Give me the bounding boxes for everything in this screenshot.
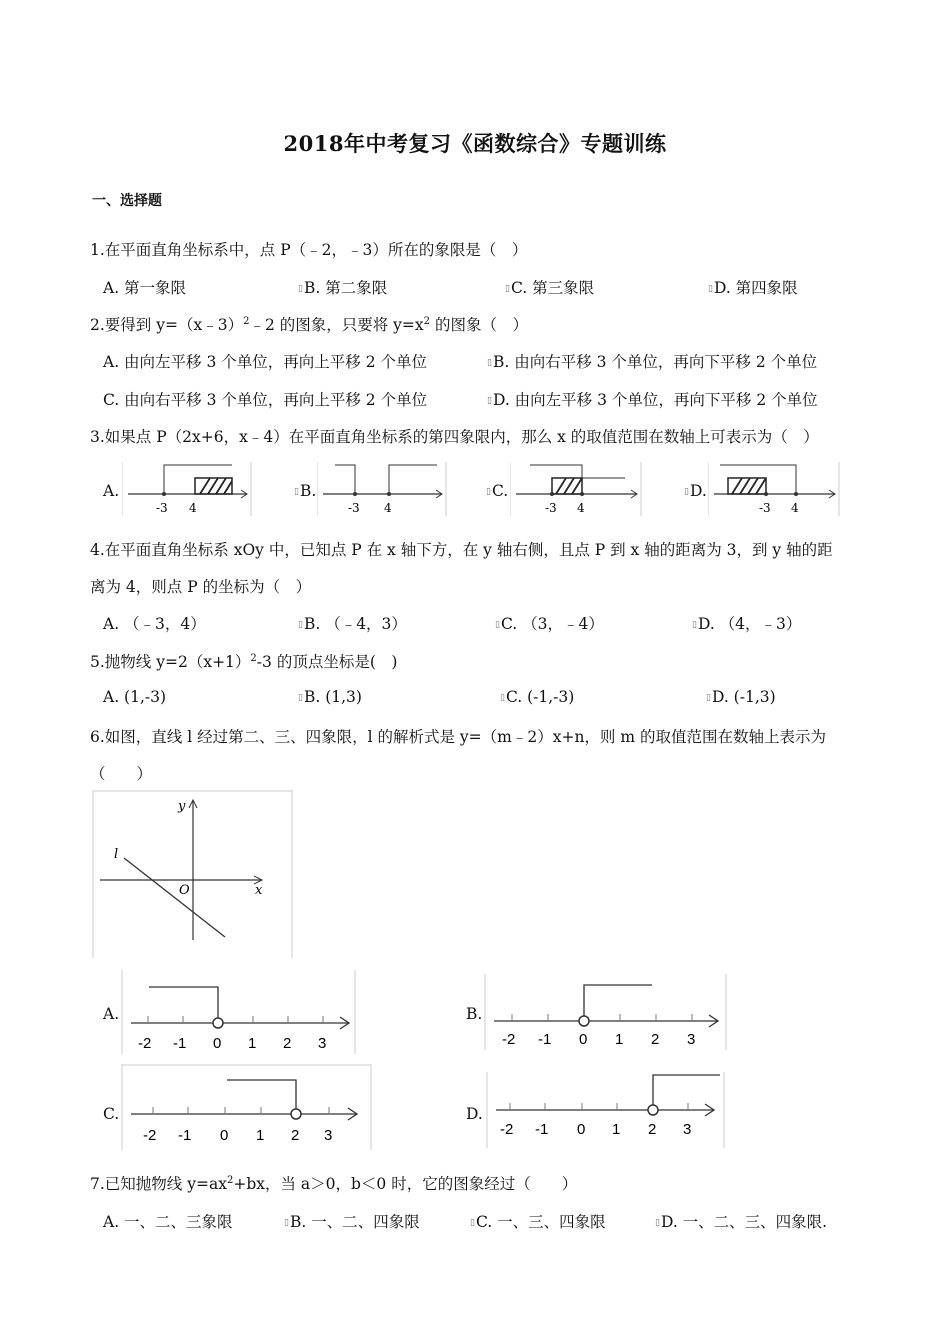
q6-option-a-numberline[interactable] — [121, 970, 357, 1054]
tick-label: 1 — [248, 1035, 257, 1052]
q4-option-b[interactable]: ▯B. （﹣4，3） — [298, 615, 407, 633]
question-3-stem: 3.如果点 P（2x+6，x﹣4）在平面直角坐标系的第四象限内，那么 x 的取值范围在数轴上可表示为（ ） — [90, 428, 819, 446]
tick-label: -1 — [538, 1031, 552, 1048]
q4-option-c[interactable]: ▯C. （3，﹣4） — [495, 615, 604, 633]
q4-option-a[interactable]: A. （﹣3，4） — [103, 615, 206, 633]
question-4-stem-line2: 离为 4，则点 P 的坐标为（ ） — [90, 578, 312, 596]
line-l-label: l — [114, 847, 119, 862]
question-7-stem: 7.已知抛物线 $y=ax^2+bx$，当 a＞0，b＜0 时，它的图象经过（ ） — [90, 1174, 578, 1193]
tick-label: 3 — [324, 1127, 333, 1144]
question-2-stem: 2.要得到 y=（x﹣3）$^2$﹣2 的图象，只要将 $y=x^2$ 的图象（ ） — [90, 315, 528, 334]
y-axis-label: y — [178, 799, 186, 814]
q6-option-c-numberline[interactable] — [121, 1064, 373, 1150]
q7-option-a[interactable]: A. 一、二、三象限 — [103, 1213, 233, 1231]
q3-option-a-numberline[interactable] — [122, 462, 252, 516]
tick-label: -2 — [502, 1031, 516, 1048]
q7-option-b[interactable]: ▯B. 一、二、四象限 — [284, 1213, 420, 1231]
q2-option-d[interactable]: ▯D. 由向左平移 3 个单位，再向下平移 2 个单位 — [487, 391, 818, 409]
q3-option-b-numberline[interactable] — [317, 462, 447, 516]
q2-option-a[interactable]: A. 由向左平移 3 个单位，再向上平移 2 个单位 — [103, 353, 427, 371]
q3-option-d-label[interactable]: ▯D. — [684, 482, 707, 500]
q4-option-d[interactable]: ▯D. （4，﹣3） — [692, 615, 802, 633]
q6-option-d-label[interactable]: D. — [466, 1105, 483, 1123]
q5-option-c[interactable]: ▯C. (-1,-3) — [500, 688, 575, 706]
tick-label: 2 — [651, 1031, 660, 1048]
q6-option-b-label[interactable]: B. — [466, 1005, 483, 1023]
tick-label: 0 — [213, 1035, 222, 1052]
q6-option-a-label[interactable]: A. — [103, 1005, 120, 1023]
q2-option-b[interactable]: ▯B. 由向右平移 3 个单位，再向下平移 2 个单位 — [487, 353, 818, 371]
question-4-stem-line1: 4.在平面直角坐标系 xOy 中，已知点 P 在 x 轴下方，在 y 轴右侧，且点 P 到 x 轴的距离为 3，到 y 轴的距 — [90, 541, 833, 559]
q5-option-d[interactable]: ▯D. (-1,3) — [706, 688, 776, 706]
q6-option-d-numberline[interactable] — [486, 1072, 726, 1148]
q6-coordinate-graph — [92, 790, 294, 958]
question-5-stem: 5.抛物线 $y=2(x+1)^2-3$ 的顶点坐标是( ) — [90, 652, 398, 671]
q3-option-b-label[interactable]: ▯B. — [294, 482, 317, 500]
tick-label: 3 — [318, 1035, 327, 1052]
tick-label: -1 — [173, 1035, 187, 1052]
tick-label: -3 — [545, 501, 557, 515]
q1-option-c[interactable]: ▯C. 第三象限 — [505, 279, 595, 297]
tick-label: 2 — [283, 1035, 292, 1052]
question-1-stem: 1.在平面直角坐标系中，点 P（﹣2，﹣3）所在的象限是（ ） — [90, 241, 528, 259]
q5-option-b[interactable]: ▯B. (1,3) — [298, 688, 362, 706]
q2-option-c[interactable]: C. 由向右平移 3 个单位，再向上平移 2 个单位 — [103, 391, 428, 409]
tick-label: -2 — [500, 1121, 514, 1138]
tick-label: -1 — [535, 1121, 549, 1138]
q6-option-b-numberline[interactable] — [484, 974, 728, 1050]
q3-option-c-numberline[interactable] — [510, 462, 642, 516]
tick-label: 2 — [291, 1127, 300, 1144]
q1-option-b[interactable]: ▯B. 第二象限 — [298, 279, 388, 297]
tick-label: -2 — [143, 1127, 157, 1144]
tick-label: -3 — [156, 501, 168, 515]
q3-option-a-label[interactable]: A. — [103, 482, 120, 500]
tick-label: 3 — [687, 1031, 696, 1048]
tick-label: 0 — [579, 1031, 588, 1048]
section-heading: 一、选择题 — [92, 193, 162, 209]
tick-label: 4 — [189, 501, 197, 515]
q5-option-a[interactable]: A. (1,-3) — [103, 688, 167, 706]
q6-option-c-label[interactable]: C. — [103, 1105, 120, 1123]
tick-label: -3 — [759, 501, 771, 515]
question-6-stem-line2: （ ） — [90, 765, 153, 783]
q1-option-a[interactable]: A. 第一象限 — [103, 279, 187, 297]
tick-label: 4 — [384, 501, 392, 515]
tick-label: 2 — [648, 1121, 657, 1138]
x-axis-label: x — [255, 883, 263, 898]
tick-label: 0 — [577, 1121, 586, 1138]
tick-label: 1 — [615, 1031, 624, 1048]
tick-label: 1 — [256, 1127, 265, 1144]
tick-label: 1 — [612, 1121, 621, 1138]
origin-label: O — [179, 883, 190, 898]
tick-label: 4 — [577, 501, 585, 515]
q1-option-d[interactable]: ▯D. 第四象限 — [708, 279, 798, 297]
q3-option-d-numberline[interactable] — [708, 462, 840, 516]
tick-label: -2 — [138, 1035, 152, 1052]
q7-option-d[interactable]: ▯D. 一、二、三、四象限. — [655, 1213, 828, 1231]
tick-label: -3 — [348, 501, 360, 515]
page-title: 2018年中考复习《函数综合》专题训练 — [283, 131, 667, 156]
tick-label: -1 — [178, 1127, 192, 1144]
tick-label: 3 — [683, 1121, 692, 1138]
question-6-stem-line1: 6.如图，直线 l 经过第二、三、四象限，l 的解析式是 y=（m﹣2）x+n，则 m 的取值范围在数轴上表示为 — [90, 728, 826, 746]
tick-label: 0 — [220, 1127, 229, 1144]
tick-label: 4 — [791, 501, 799, 515]
q7-option-c[interactable]: ▯C. 一、三、四象限 — [470, 1213, 606, 1231]
q3-option-c-label[interactable]: ▯C. — [486, 482, 509, 500]
